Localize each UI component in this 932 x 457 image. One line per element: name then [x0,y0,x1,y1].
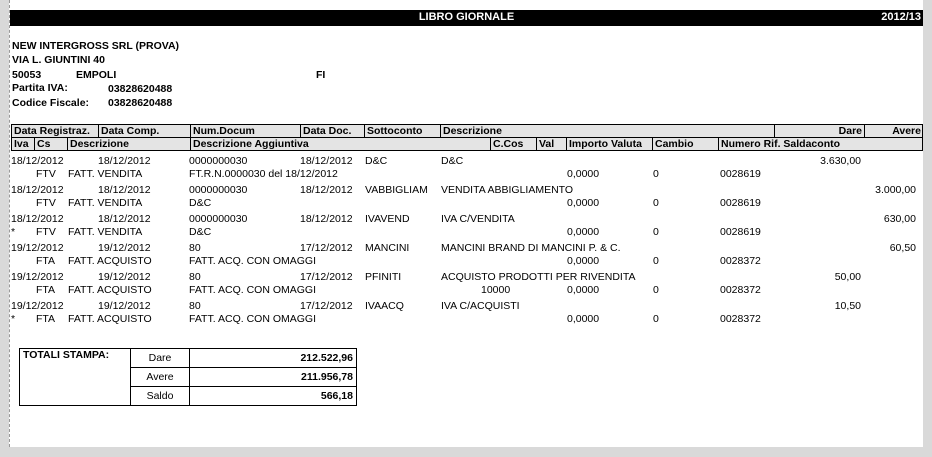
col-importo-valuta: Importo Valuta [566,138,652,151]
entry-importo-valuta: 0,0000 [567,284,600,296]
entry-causale: FATT. VENDITA [68,168,143,180]
col-data-documento: Data Doc. [300,125,364,138]
totals-label: TOTALI STAMPA: [20,349,131,406]
entry-descrizione-aggiuntiva: D&C [189,197,212,209]
totals-avere-label: Avere [131,368,190,387]
entry-data-registrazione: 18/12/2012 [11,213,64,225]
entry-data-documento: 17/12/2012 [300,242,353,254]
company-address: VIA L. GIUNTINI 40 [12,54,105,66]
entry-importo-valuta: 0,0000 [567,197,600,209]
entry-data-competenza: 19/12/2012 [98,300,151,312]
table-header-row-2 [11,137,923,151]
entry-dare: 50,00 [834,271,861,283]
totals-avere-value: 211.956,78 [190,368,357,387]
entry-cs: FTV [36,226,56,238]
entry-cambio: 0 [653,226,659,238]
entry-importo-valuta: 0,0000 [567,168,600,180]
entry-data-documento: 17/12/2012 [300,300,353,312]
totals-table [19,348,357,406]
col-descrizione: Descrizione [440,125,774,138]
entry-rif-saldaconto: 0028372 [720,255,761,267]
totals-saldo-value: 566,18 [190,387,357,406]
report-page [9,0,923,447]
entry-cambio: 0 [653,255,659,267]
entry-causale: FATT. VENDITA [68,226,143,238]
entry-sottoconto: IVAACQ [365,300,404,312]
entry-num-documento: 0000000030 [189,184,248,196]
totals-saldo-label: Saldo [131,387,190,406]
entry-causale: FATT. ACQUISTO [68,313,152,325]
entry-iva: * [11,313,16,325]
entry-avere: 630,00 [883,213,916,225]
company-city: EMPOLI [76,69,117,81]
totals-dare-label: Dare [131,349,190,368]
entry-descrizione-aggiuntiva: FATT. ACQ. CON OMAGGI [189,313,316,325]
entry-data-documento: 18/12/2012 [300,184,353,196]
entry-descrizione: D&C [441,155,464,167]
company-province: FI [316,69,326,81]
entry-data-documento: 17/12/2012 [300,271,353,283]
entry-rif-saldaconto: 0028619 [720,226,761,238]
entry-rif-saldaconto: 0028619 [720,197,761,209]
col-dare: Dare [774,125,864,138]
table-header-row-1 [11,124,923,138]
entry-descrizione-aggiuntiva: D&C [189,226,212,238]
entry-descrizione-aggiuntiva: FATT. ACQ. CON OMAGGI [189,284,316,296]
entry-cs: FTV [36,168,56,180]
entry-cambio: 0 [653,168,659,180]
entry-rif-saldaconto: 0028619 [720,168,761,180]
entry-cs: FTA [36,255,56,267]
entry-data-competenza: 19/12/2012 [98,271,151,283]
entry-data-documento: 18/12/2012 [300,155,353,167]
entry-descrizione-aggiuntiva: FATT. ACQ. CON OMAGGI [189,255,316,267]
entry-sottoconto: IVAVEND [365,213,410,225]
entry-rif-saldaconto: 0028372 [720,313,761,325]
entry-descrizione: VENDITA ABBIGLIAMENTO [441,184,574,196]
col-cs: Cs [34,138,67,151]
col-sottoconto: Sottoconto [364,125,440,138]
entry-num-documento: 80 [189,271,201,283]
entry-descrizione: ACQUISTO PRODOTTI PER RIVENDITA [441,271,636,283]
entry-cs: FTV [36,197,56,209]
entry-rif-saldaconto: 0028372 [720,284,761,296]
entry-num-documento: 0000000030 [189,155,248,167]
entry-avere: 60,50 [889,242,916,254]
col-iva: Iva [11,138,34,151]
entry-dare: 10,50 [834,300,861,312]
entry-data-registrazione: 18/12/2012 [11,155,64,167]
entry-data-registrazione: 19/12/2012 [11,242,64,254]
col-descrizione-aggiuntiva: Descrizione Aggiuntiva [190,138,490,151]
entry-descrizione: IVA C/VENDITA [441,213,515,225]
col-descrizione-causale: Descrizione [67,138,190,151]
cf-label: Codice Fiscale: [12,97,90,109]
col-data-registrazione: Data Registraz. [11,125,98,138]
entry-sottoconto: PFINITI [365,271,402,283]
entry-cs: FTA [36,284,56,296]
col-num-documento: Num.Docum [190,125,300,138]
entry-descrizione: MANCINI BRAND DI MANCINI P. & C. [441,242,621,254]
entry-data-registrazione: 19/12/2012 [11,271,64,283]
entry-data-documento: 18/12/2012 [300,213,353,225]
entry-importo-valuta: 0,0000 [567,255,600,267]
entry-sottoconto: D&C [365,155,388,167]
report-title-bar [10,10,923,26]
entry-iva: * [11,226,16,238]
entry-data-competenza: 18/12/2012 [98,155,151,167]
entry-importo-valuta: 0,0000 [567,313,600,325]
entry-cambio: 0 [653,284,659,296]
company-name: NEW INTERGROSS SRL (PROVA) [12,40,180,52]
col-numero-rif-saldaconto: Numero Rif. Saldaconto [718,138,924,151]
col-avere: Avere [864,125,923,138]
piva-label: Partita IVA: [12,82,68,94]
col-data-competenza: Data Comp. [98,125,190,138]
totals-dare-value: 212.522,96 [190,349,357,368]
cf-value: 03828620488 [108,97,173,109]
entry-causale: FATT. ACQUISTO [68,284,152,296]
entry-num-documento: 80 [189,300,201,312]
entry-importo-valuta: 0,0000 [567,226,600,238]
entry-causale: FATT. ACQUISTO [68,255,152,267]
piva-value: 03828620488 [108,83,173,95]
entry-cambio: 0 [653,313,659,325]
fiscal-period: 2012/13 [881,11,921,23]
entry-data-registrazione: 19/12/2012 [11,300,64,312]
entry-cambio: 0 [653,197,659,209]
col-valuta: Val [536,138,566,151]
entry-avere: 3.000,00 [875,184,916,196]
entry-cs: FTA [36,313,56,325]
entry-centro-costo: 10000 [481,284,511,296]
entry-descrizione: IVA C/ACQUISTI [441,300,520,312]
company-cap: 50053 [12,69,42,81]
entry-data-registrazione: 18/12/2012 [11,184,64,196]
entry-sottoconto: VABBIGLIAM [365,184,428,196]
col-centro-costo: C.Cos [490,138,536,151]
entry-data-competenza: 18/12/2012 [98,213,151,225]
entry-dare: 3.630,00 [820,155,861,167]
entry-num-documento: 0000000030 [189,213,248,225]
entry-data-competenza: 18/12/2012 [98,184,151,196]
report-title: LIBRO GIORNALE [418,11,515,23]
col-cambio: Cambio [652,138,718,151]
entry-sottoconto: MANCINI [365,242,410,254]
entry-data-competenza: 19/12/2012 [98,242,151,254]
entry-causale: FATT. VENDITA [68,197,143,209]
entry-num-documento: 80 [189,242,201,254]
entry-descrizione-aggiuntiva: FT.R.N.0000030 del 18/12/2012 [189,168,338,180]
